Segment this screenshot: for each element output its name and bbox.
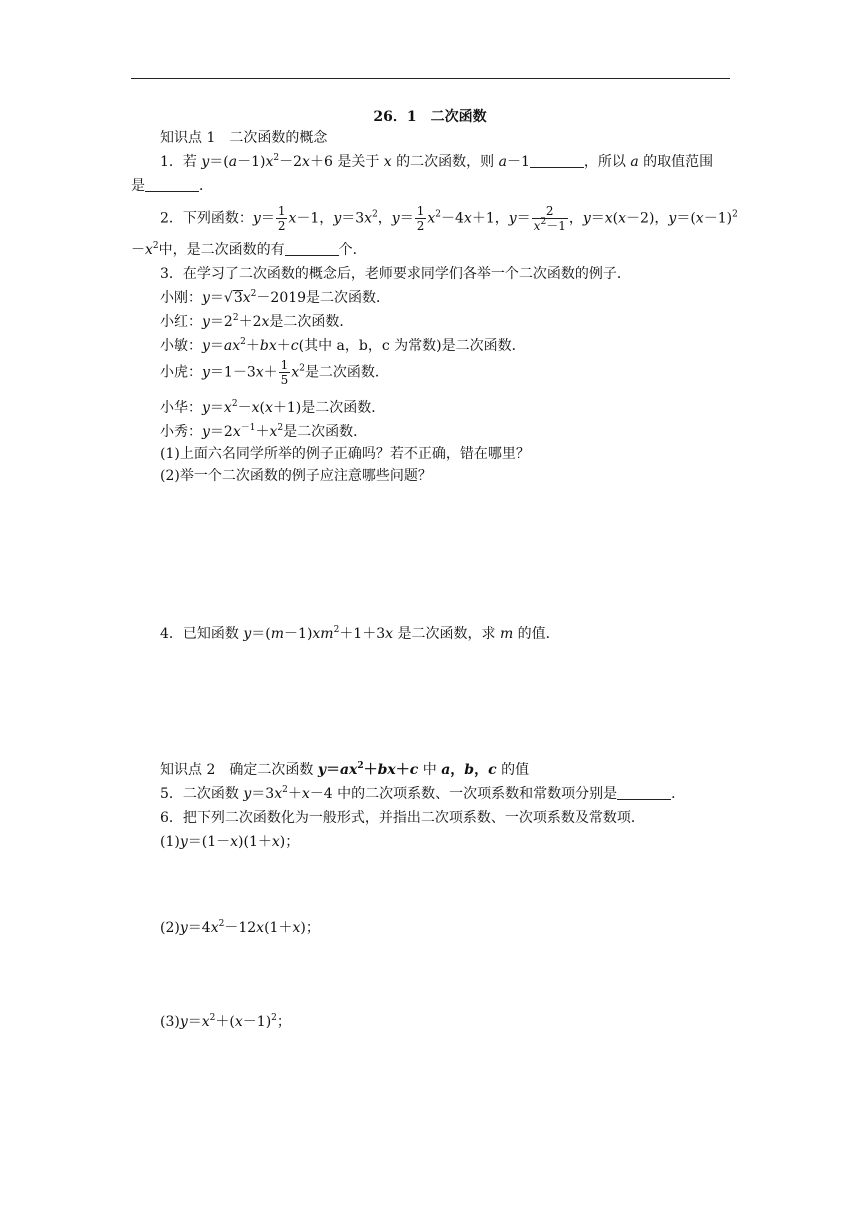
question-3-intro: 3．在学习了二次函数的概念后，老师要求同学们各举一个二次函数的例子． bbox=[160, 266, 631, 282]
question-6-part-2: $(2)y=4x^2-12x(1+x)$； bbox=[160, 919, 320, 936]
knowledge-point-2-heading: 知识点 2 确定二次函数 $y=ax^2+bx+c$ 中 a，b，c 的值 bbox=[160, 761, 530, 778]
section-title: 26．1 二次函数 bbox=[373, 109, 487, 125]
example-xiaohong: 小红：$y=2^2+2x$是二次函数． bbox=[160, 313, 354, 330]
question-1: 1．若 $y=(a-1)x^2-2x+6$ 是关于 x 的二次函数，则 a－1 ，所以 a 的取值范围 bbox=[160, 153, 714, 170]
question-6-part-1: (1)y＝(1－x)(1＋x)； bbox=[160, 834, 300, 850]
question-3-sub1: (1)上面六名同学所举的例子正确吗？若不正确，错在哪里？ bbox=[160, 446, 530, 462]
question-3-sub2: (2)举一个二次函数的例子应注意哪些问题？ bbox=[160, 468, 432, 484]
question-1-cont: 是 ． bbox=[131, 178, 213, 194]
example-xiaohua: 小华：$y=x^2-x(x+1)$是二次函数． bbox=[160, 399, 386, 416]
example-xiaogang: 小刚：$y=√3x^2-2019$是二次函数． bbox=[160, 289, 391, 306]
knowledge-point-1-heading: 知识点 1 二次函数的概念 bbox=[160, 130, 328, 146]
answer-blank[interactable] bbox=[285, 241, 339, 256]
question-6-intro: 6．把下列二次函数化为一般形式，并指出二次项系数、一次项系数及常数项． bbox=[160, 810, 645, 826]
example-xiaomin: 小敏：$y=ax^2+bx+c$(其中 a，b，c 为常数)是二次函数． bbox=[160, 337, 526, 354]
header-rule bbox=[131, 78, 730, 79]
example-xiaohu: 小虎：y＝1－3x＋ $\frac{1}{5}$ $x^2$是二次函数． bbox=[160, 358, 389, 387]
question-2: 2．下列函数：y＝ $\frac{1}{2}$ x－1，$y=3x^2$，y＝ $\frac{1}{2}$ $x^2-4x+1$，y＝ $\frac{2}{x^2-1}$ ，y＝x(x－2)，$y=(x-1)^2$ bbox=[160, 204, 738, 233]
example-xiaoxiu: 小秀：$y=2x^{-1}+x^2$是二次函数． bbox=[160, 423, 368, 440]
question-4: 4．已知函数 $y=(m-1)xm^2+1+3x$ 是二次函数，求 m 的值． bbox=[160, 625, 560, 642]
answer-blank[interactable] bbox=[617, 785, 671, 800]
question-6-part-3: $(3)y=x^2+(x-1)^2$； bbox=[160, 1013, 291, 1030]
question-2-cont: $-x^2$中，是二次函数的有 个． bbox=[131, 241, 367, 258]
question-5: 5．二次函数 $y=3x^2+x-4$ 中的二次项系数、一次项系数和常数项分别是 ． bbox=[160, 785, 686, 802]
answer-blank[interactable] bbox=[530, 153, 584, 168]
answer-blank[interactable] bbox=[145, 177, 199, 192]
